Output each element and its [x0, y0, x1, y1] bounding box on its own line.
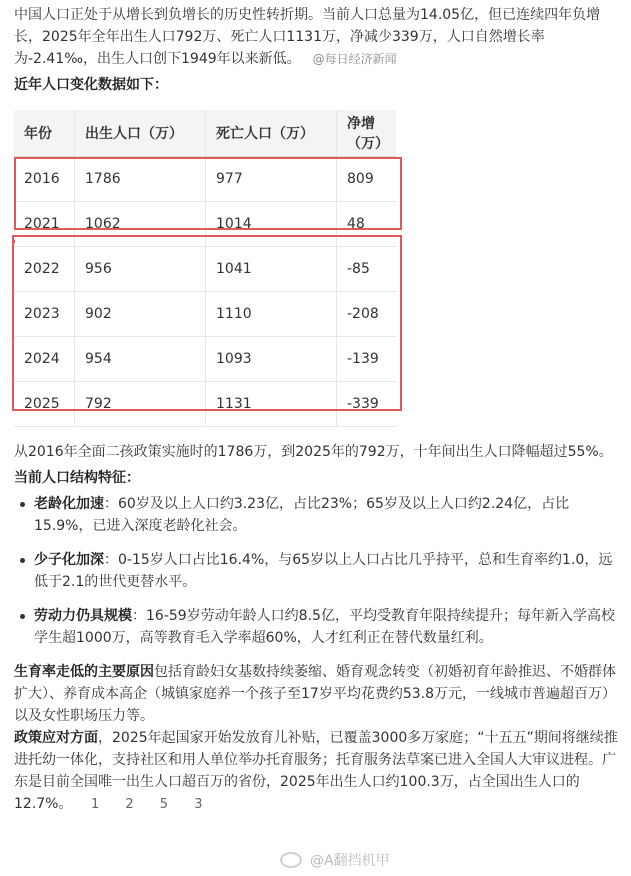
feature-label: 老龄化加速 — [34, 496, 104, 512]
intro-paragraph — [14, 4, 619, 70]
structure-title: 当前人口结构特征： — [14, 470, 140, 486]
cell-net: -208 — [337, 292, 397, 337]
feature-label: 少子化加深 — [34, 552, 104, 568]
feature-text: ：0-15岁人口占比16.4%，与65岁以上人口占比几乎持平，总和生育率约1.0，远低于2.1的世代更替水平。 — [34, 552, 613, 590]
cell-net: 809 — [337, 157, 397, 202]
cell-births: 1786 — [75, 157, 206, 202]
pager-item[interactable]: 1 — [90, 797, 100, 812]
image-pager — [91, 794, 225, 816]
cell-deaths: 1110 — [206, 292, 337, 337]
article-body — [14, 4, 619, 816]
cell-deaths: 1041 — [206, 247, 337, 292]
cell-births: 792 — [75, 382, 206, 427]
header-net: 净增（万） — [337, 110, 397, 157]
highlight-box-decline — [12, 235, 402, 411]
feature-list — [14, 493, 619, 649]
cell-year: 2023 — [14, 292, 75, 337]
after-table-paragraph: 从2016年全面二孩政策实施时的1786万，到2025年的792万，十年间出生人口降幅超过55%。 — [14, 444, 613, 460]
header-deaths: 死亡人口（万） — [206, 110, 337, 157]
cell-deaths: 1131 — [206, 382, 337, 427]
watermark: @A翻挡机甲 — [310, 853, 390, 869]
feature-text: ：16-59岁劳动年龄人口约8.5亿，平均受教育年限持续提升；每年新入学高校学生超1000万，高等教育毛入学率超60%，人才红利正在替代数量红利。 — [34, 608, 615, 646]
reasons-paragraph — [14, 661, 619, 727]
list-item — [14, 549, 619, 593]
list-item — [14, 493, 619, 537]
cell-deaths: 1093 — [206, 337, 337, 382]
weibo-logo-icon — [280, 852, 302, 868]
source-label[interactable]: @每日经济新闻 — [312, 52, 397, 66]
table-header-row — [14, 110, 396, 157]
highlight-box-growth — [14, 157, 402, 230]
feature-text: ：60岁及以上人口约3.23亿，占比23%；65岁及以上人口约2.24亿，占比15.9%，已进入深度老龄化社会。 — [34, 496, 570, 534]
cell-births: 1062 — [75, 202, 206, 247]
cell-births: 902 — [75, 292, 206, 337]
reasons-text: 包括育龄妇女基数持续萎缩、婚育观念转变（初婚初育年龄推迟、不婚群体扩大）、养育成本高企（城镇家庭养一个孩子至17岁平均花费约53.8万元，一线城市普遍超百万）以及女性职场压力等。 — [14, 664, 616, 724]
table-title: 近年人口变化数据如下： — [14, 77, 168, 93]
pager-item[interactable]: 5 — [159, 797, 169, 812]
reasons-label: 生育率走低的主要原因 — [14, 664, 154, 680]
list-item — [14, 605, 619, 649]
cell-births: 956 — [75, 247, 206, 292]
cell-year: 2025 — [14, 382, 75, 427]
cell-deaths: 1014 — [206, 202, 337, 247]
header-births: 出生人口（万） — [75, 110, 206, 157]
pager-item[interactable]: 3 — [194, 797, 203, 812]
cell-net: -85 — [337, 247, 397, 292]
cell-net: -139 — [337, 337, 397, 382]
cell-deaths: 977 — [206, 157, 337, 202]
cell-year: 2021 — [14, 202, 75, 247]
cell-year: 2024 — [14, 337, 75, 382]
policy-text: ，2025年起国家开始发放育儿补贴，已覆盖3000多万家庭；“十五五”期间将继续推进托幼一体化，支持社区和用人单位举办托育服务；托育服务法草案已进入全国人大审议进程。广东是目前全国唯一出生人口超百万的省份，2025年出生人口约100.3万，占全国出生人口的12.7%。 — [14, 730, 618, 812]
cell-year: 2016 — [14, 157, 75, 202]
bullet-icon — [20, 614, 25, 619]
header-year: 年份 — [14, 110, 75, 157]
feature-label: 劳动力仍具规模 — [34, 608, 132, 624]
policy-paragraph — [14, 727, 619, 816]
intro-text: 中国人口正处于从增长到负增长的历史性转折期。当前人口总量为14.05亿，但已连续四年负增长，2025年全年出生人口792万、死亡人口1131万，净减少339万，人口自然增长率为-2.41‰，出生人口创下1949年以来新低。 — [14, 7, 601, 67]
pager-item[interactable]: 2 — [125, 797, 134, 812]
cell-year: 2022 — [14, 247, 75, 292]
cell-net: 48 — [337, 202, 397, 247]
bullet-icon — [20, 558, 25, 563]
cell-net: -339 — [337, 382, 397, 427]
bullet-icon — [20, 502, 25, 507]
cell-births: 954 — [75, 337, 206, 382]
policy-label: 政策应对方面 — [14, 730, 98, 746]
population-table-container — [14, 110, 396, 427]
